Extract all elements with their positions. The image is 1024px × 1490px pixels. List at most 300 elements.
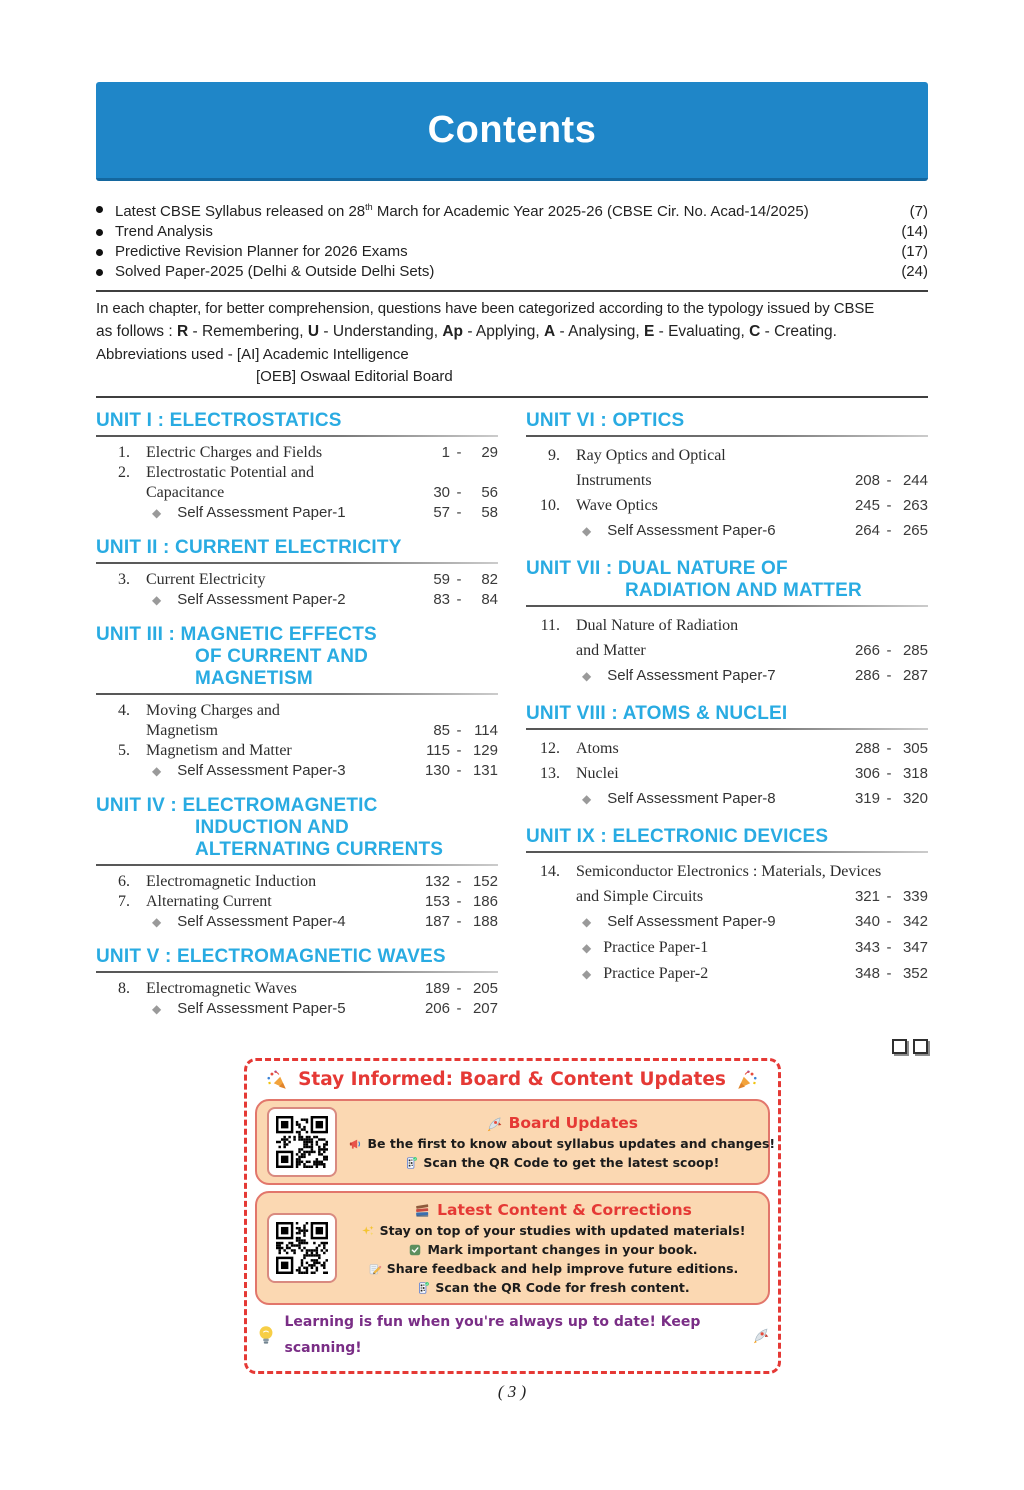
front-matter-text xyxy=(115,197,809,222)
page-end: 114 xyxy=(474,722,498,739)
front-matter-text xyxy=(115,262,434,282)
text-part: for fresh content. xyxy=(560,1280,690,1295)
page-start: 132 xyxy=(424,873,450,890)
chapter-number: 4. xyxy=(118,702,130,719)
diamond-bullet-icon: ◆ xyxy=(152,593,162,607)
diamond-bullet-icon: ◆ xyxy=(582,524,592,538)
typology-note xyxy=(96,298,928,388)
page-dash: - xyxy=(886,965,892,982)
page-start: 57 xyxy=(433,504,450,521)
unit-title-line: UNIT V : ELECTROMAGNETIC WAVES xyxy=(96,946,446,967)
page-start: 187 xyxy=(424,913,450,930)
chapter-number: 11. xyxy=(540,617,560,634)
chapter-row xyxy=(526,859,928,884)
page-dash: - xyxy=(886,642,892,659)
practice-paper-row xyxy=(526,961,928,987)
front-matter-page: (17) xyxy=(901,243,928,260)
card-line xyxy=(349,1221,758,1240)
chapter-row xyxy=(96,570,498,590)
page-range xyxy=(850,961,928,986)
chapter-row xyxy=(526,884,928,909)
page-end: 82 xyxy=(481,571,498,588)
page-range xyxy=(420,979,498,999)
unit-divider xyxy=(96,435,498,437)
front-matter-text xyxy=(115,222,213,242)
chapter-row xyxy=(96,979,498,999)
practice-paper-row xyxy=(526,935,928,961)
page-start: 264 xyxy=(854,522,880,539)
unit-divider xyxy=(96,562,498,564)
unit-title-line: UNIT IV : ELECTROMAGNETIC xyxy=(96,795,378,816)
self-assessment-row xyxy=(96,912,498,932)
unit-title xyxy=(96,537,498,559)
chapter-row xyxy=(96,483,498,503)
page-start: 286 xyxy=(854,667,880,684)
bullet-icon xyxy=(96,229,103,236)
page-start: 130 xyxy=(424,762,450,779)
chapter-number: 5. xyxy=(118,742,130,759)
page-end: 305 xyxy=(902,740,928,757)
chapter-row xyxy=(526,638,928,663)
unit-title-line: UNIT II : CURRENT ELECTRICITY xyxy=(96,537,402,558)
qr-phone-icon xyxy=(404,1156,418,1170)
page-end: 129 xyxy=(472,742,498,759)
unit-title xyxy=(96,946,498,968)
page-range xyxy=(420,503,498,523)
text-part: C xyxy=(749,323,761,340)
self-assessment-label: Self Assessment Paper-9 xyxy=(607,913,776,930)
chapter-title: Capacitance xyxy=(146,484,225,501)
chapter-title: Nuclei xyxy=(576,765,619,782)
chapter-number: 8. xyxy=(118,980,130,997)
text-part: A xyxy=(544,323,556,340)
page-range xyxy=(850,493,928,518)
unit-title-line: UNIT I : ELECTROSTATICS xyxy=(96,410,342,431)
unit-title xyxy=(526,826,928,848)
page-dash: - xyxy=(456,762,462,779)
page-start: 189 xyxy=(424,980,450,997)
unit-title-line: UNIT VI : OPTICS xyxy=(526,410,685,431)
page-range xyxy=(420,590,498,610)
page-dash: - xyxy=(886,765,892,782)
latest-content-card xyxy=(255,1191,770,1305)
page-range xyxy=(420,443,498,463)
diamond-bullet-icon: ◆ xyxy=(582,792,592,806)
front-matter-item xyxy=(96,242,928,262)
page-range xyxy=(850,935,928,960)
page-end: 285 xyxy=(902,642,928,659)
bullet-icon xyxy=(96,269,103,276)
updates-box-footer-text xyxy=(285,1309,744,1361)
page-start: 245 xyxy=(854,497,880,514)
page-start: 288 xyxy=(854,740,880,757)
page-end: 342 xyxy=(902,913,928,930)
sparkles-icon xyxy=(361,1224,375,1238)
page-dash: - xyxy=(456,980,462,997)
text-part: U xyxy=(307,323,320,340)
page-dash: - xyxy=(886,939,892,956)
rocket-icon xyxy=(752,1326,770,1344)
chapter-row xyxy=(96,721,498,741)
page-end: 84 xyxy=(481,591,498,608)
card-line-text xyxy=(368,1134,776,1153)
page-start: 115 xyxy=(426,742,450,759)
abbreviations-line-oeb: [OEB] Oswaal Editorial Board xyxy=(256,368,453,385)
card-body xyxy=(349,1199,758,1297)
front-matter-list xyxy=(96,197,928,282)
unit-title xyxy=(526,703,928,725)
end-marks xyxy=(96,1039,928,1054)
page-start: 83 xyxy=(433,591,450,608)
chapter-row xyxy=(526,493,928,518)
chapter-number: 2. xyxy=(118,464,130,481)
chapter-number: 12. xyxy=(540,740,560,757)
text-part: Solved Paper-2025 (Delhi & Outside Delhi Sets) xyxy=(115,263,435,280)
chapter-row xyxy=(526,613,928,638)
unit-title-line: ALTERNATING CURRENTS xyxy=(195,839,444,860)
bulb-icon xyxy=(255,1324,277,1346)
chapter-number: 13. xyxy=(540,765,560,782)
text-part: In each chapter, for better comprehension, questions have been categorized according to the typology issued by CBSE xyxy=(96,300,875,317)
page-end: 131 xyxy=(472,762,498,779)
page-end: 186 xyxy=(472,893,498,910)
chapter-title: Electric Charges and Fields xyxy=(146,444,323,461)
text-part: March for Academic Year 2025-26 (CBSE Cir. No. Acad-14/2025) xyxy=(372,203,809,220)
page-start: 321 xyxy=(854,888,880,905)
unit-title-line: UNIT VII : DUAL NATURE OF xyxy=(526,558,788,579)
page-end: 320 xyxy=(902,790,928,807)
chapter-title: Magnetism xyxy=(146,722,218,739)
front-matter-page: (14) xyxy=(901,223,928,240)
unit-divider xyxy=(526,851,928,853)
chapter-title: Magnetism and Matter xyxy=(146,742,292,759)
self-assessment-label: Self Assessment Paper-7 xyxy=(607,667,776,684)
page-range xyxy=(420,570,498,590)
card-title-text: Latest Content & Corrections xyxy=(437,1201,692,1219)
self-assessment-row xyxy=(96,761,498,781)
page-end: 265 xyxy=(902,522,928,539)
text-part: Learning is fun when you're always up to date! Keep scanning! xyxy=(284,1314,701,1356)
chapter-number: 14. xyxy=(540,863,560,880)
page-range xyxy=(850,663,928,688)
text-part: Ap xyxy=(442,323,464,340)
page-end: 287 xyxy=(902,667,928,684)
card-line xyxy=(349,1153,776,1172)
page-dash: - xyxy=(456,873,462,890)
page-start: 348 xyxy=(854,965,880,982)
page-start: 306 xyxy=(854,765,880,782)
unit-section xyxy=(526,558,928,689)
updates-box-footer xyxy=(255,1309,770,1361)
unit-title-line: RADIATION AND MATTER xyxy=(625,580,862,601)
page-dash: - xyxy=(456,504,462,521)
text-part: - Evaluating, xyxy=(654,323,750,340)
horizontal-divider xyxy=(96,396,928,398)
text-part: E xyxy=(643,323,655,340)
unit-divider xyxy=(96,864,498,866)
text-part: to get the latest scoop! xyxy=(548,1155,720,1170)
card-body xyxy=(349,1112,776,1172)
typology-line-2 xyxy=(96,320,928,344)
page-start: 153 xyxy=(424,893,450,910)
board-updates-card xyxy=(255,1099,776,1185)
chapter-title: Atoms xyxy=(576,740,619,757)
card-line-text xyxy=(427,1240,697,1259)
self-assessment-row xyxy=(526,518,928,544)
card-line-text xyxy=(387,1259,739,1278)
chapter-row xyxy=(526,443,928,468)
page-range xyxy=(420,892,498,912)
page-end: 352 xyxy=(902,965,928,982)
page-start: 208 xyxy=(854,472,880,489)
front-matter-page: (24) xyxy=(901,263,928,280)
front-matter-page: (7) xyxy=(909,203,928,220)
chapter-row xyxy=(96,872,498,892)
page-end: 58 xyxy=(481,504,498,521)
front-matter-item xyxy=(96,222,928,242)
chapter-title: Electromagnetic Waves xyxy=(146,980,297,997)
text-part: R xyxy=(176,323,189,340)
text-part: - Applying, xyxy=(463,323,545,340)
typology-line-1 xyxy=(96,298,928,320)
page-start: 340 xyxy=(854,913,880,930)
diamond-bullet-icon: ◆ xyxy=(152,506,162,520)
end-mark-square-icon xyxy=(892,1039,907,1054)
page-range xyxy=(420,912,498,932)
page-start: 206 xyxy=(424,1000,450,1017)
unit-section xyxy=(96,795,498,932)
card-line-text xyxy=(423,1153,719,1172)
unit-title xyxy=(96,410,498,432)
text-part: Be the first to know about syllabus updates and changes! xyxy=(367,1136,776,1151)
chapter-row xyxy=(96,741,498,761)
self-assessment-row xyxy=(526,909,928,935)
updates-box-title-text: Stay Informed: Board & Content Updates xyxy=(298,1069,726,1090)
chapter-title: Dual Nature of Radiation xyxy=(576,617,739,634)
chapter-title: and Simple Circuits xyxy=(576,888,704,905)
text-part: th xyxy=(365,202,373,212)
chapter-row xyxy=(96,463,498,483)
chapter-row xyxy=(96,701,498,721)
diamond-bullet-icon: ◆ xyxy=(582,915,592,929)
chapter-number: 3. xyxy=(118,571,130,588)
unit-title xyxy=(96,624,498,690)
page-end: 207 xyxy=(472,1000,498,1017)
chapter-title: Alternating Current xyxy=(146,893,272,910)
diamond-bullet-icon: ◆ xyxy=(152,915,162,929)
text-part: Mark important changes in your book. xyxy=(427,1242,698,1257)
title-banner xyxy=(96,82,928,181)
diamond-bullet-icon: ◆ xyxy=(582,941,592,955)
page-start: 1 xyxy=(441,444,450,461)
page-range xyxy=(850,518,928,543)
page-end: 152 xyxy=(472,873,498,890)
text-part: Stay on top of your studies with updated materials! xyxy=(379,1223,746,1238)
self-assessment-label: Self Assessment Paper-3 xyxy=(177,762,346,779)
page-start: 85 xyxy=(433,722,450,739)
self-assessment-label: Self Assessment Paper-2 xyxy=(177,591,346,608)
qr-phone-icon xyxy=(416,1281,430,1295)
self-assessment-row xyxy=(96,503,498,523)
chapter-number: 9. xyxy=(548,447,560,464)
updates-box-title xyxy=(255,1067,770,1093)
chapter-row xyxy=(526,761,928,786)
bullet-icon xyxy=(96,206,103,213)
unit-section xyxy=(96,537,498,610)
page-dash: - xyxy=(456,484,462,501)
page-end: 263 xyxy=(902,497,928,514)
page-end: 339 xyxy=(902,888,928,905)
unit-section xyxy=(96,624,498,781)
self-assessment-label: Self Assessment Paper-1 xyxy=(177,504,346,521)
text-part: Trend Analysis xyxy=(115,223,213,240)
unit-title-line: INDUCTION AND xyxy=(195,817,349,838)
page-dash: - xyxy=(456,1000,462,1017)
page-range xyxy=(420,872,498,892)
page-range xyxy=(850,884,928,909)
unit-divider xyxy=(526,435,928,437)
page-range xyxy=(850,736,928,761)
chapter-title: Moving Charges and xyxy=(146,702,280,719)
text-part: - Remembering, xyxy=(188,323,308,340)
self-assessment-label: Self Assessment Paper-5 xyxy=(177,1000,346,1017)
practice-paper-label: Practice Paper-2 xyxy=(603,965,709,982)
megaphone-icon xyxy=(349,1137,363,1151)
page-end: 318 xyxy=(902,765,928,782)
party-popper-icon xyxy=(266,1069,288,1091)
page-range xyxy=(850,638,928,663)
page-dash: - xyxy=(456,591,462,608)
unit-divider xyxy=(96,971,498,973)
diamond-bullet-icon: ◆ xyxy=(152,764,162,778)
page-dash: - xyxy=(456,571,462,588)
page-start: 59 xyxy=(433,571,450,588)
unit-title-line: UNIT VIII : ATOMS & NUCLEI xyxy=(526,703,788,724)
practice-paper-label: Practice Paper-1 xyxy=(603,939,709,956)
end-mark-square-icon xyxy=(913,1039,928,1054)
text-part: Predictive Revision Planner for 2026 Exams xyxy=(115,243,408,260)
page-dash: - xyxy=(886,522,892,539)
text-part: Latest CBSE Syllabus released on 28 xyxy=(115,203,366,220)
chapter-title: Wave Optics xyxy=(576,497,658,514)
chapter-row xyxy=(96,443,498,463)
unit-section xyxy=(526,703,928,812)
chapter-number: 6. xyxy=(118,873,130,890)
unit-title xyxy=(526,410,928,432)
self-assessment-row xyxy=(96,590,498,610)
unit-section xyxy=(96,410,498,523)
chapter-number: 10. xyxy=(540,497,560,514)
unit-title xyxy=(526,558,928,602)
page-end: 188 xyxy=(472,913,498,930)
self-assessment-label: Self Assessment Paper-6 xyxy=(607,522,776,539)
abbreviations-line-ai: Abbreviations used - [AI] Academic Intelligence xyxy=(96,346,409,363)
page-dash: - xyxy=(456,722,462,739)
page-dash: - xyxy=(886,667,892,684)
text-part: as follows : xyxy=(96,323,177,340)
rocket-icon xyxy=(486,1115,503,1132)
chapter-title: Current Electricity xyxy=(146,571,266,588)
self-assessment-label: Self Assessment Paper-8 xyxy=(607,790,776,807)
page-start: 343 xyxy=(854,939,880,956)
page-dash: - xyxy=(886,472,892,489)
unit-title xyxy=(96,795,498,861)
page-range xyxy=(850,786,928,811)
page-range xyxy=(420,761,498,781)
page-range xyxy=(850,761,928,786)
page-dash: - xyxy=(886,888,892,905)
unit-divider xyxy=(96,693,498,695)
toc-columns xyxy=(96,410,928,1033)
front-matter-item xyxy=(96,262,928,282)
page-title: Contents xyxy=(427,108,597,151)
page-end: 347 xyxy=(902,939,928,956)
chapter-row xyxy=(526,468,928,493)
page-dash: - xyxy=(456,742,462,759)
text-part: - Creating. xyxy=(760,323,837,340)
page-dash: - xyxy=(886,913,892,930)
horizontal-divider xyxy=(96,290,928,292)
text-part: - Understanding, xyxy=(319,323,443,340)
check-icon xyxy=(408,1243,422,1257)
page-range xyxy=(850,468,928,493)
page-dash: - xyxy=(886,790,892,807)
qr-code-board-updates xyxy=(267,1107,337,1177)
front-matter-text xyxy=(115,242,408,262)
self-assessment-row xyxy=(526,663,928,689)
unit-title-line: UNIT III : MAGNETIC EFFECTS xyxy=(96,624,377,645)
page-start: 266 xyxy=(854,642,880,659)
text-part: Share feedback and help improve future editions. xyxy=(386,1261,739,1276)
self-assessment-row xyxy=(526,786,928,812)
page-start: 30 xyxy=(433,484,450,501)
self-assessment-label: Self Assessment Paper-4 xyxy=(177,913,346,930)
card-line xyxy=(349,1278,758,1297)
chapter-number: 7. xyxy=(118,893,130,910)
card-title-text: Board Updates xyxy=(508,1114,639,1132)
front-matter-item xyxy=(96,197,928,222)
page-start: 319 xyxy=(854,790,880,807)
chapter-title: Ray Optics and Optical xyxy=(576,447,726,464)
unit-section xyxy=(526,826,928,987)
unit-section xyxy=(526,410,928,544)
chapter-row xyxy=(96,892,498,912)
diamond-bullet-icon: ◆ xyxy=(152,1002,162,1016)
card-line xyxy=(349,1240,758,1259)
page-dash: - xyxy=(456,893,462,910)
page-dash: - xyxy=(456,913,462,930)
card-line xyxy=(349,1259,758,1278)
unit-title-line: MAGNETISM xyxy=(195,668,313,689)
card-line-text xyxy=(380,1221,746,1240)
text-part: Scan the QR Code xyxy=(435,1280,561,1295)
text-part: - Analysing, xyxy=(555,323,644,340)
party-popper-icon xyxy=(736,1069,758,1091)
pencil-note-icon xyxy=(368,1262,382,1276)
diamond-bullet-icon: ◆ xyxy=(582,669,592,683)
page-dash: - xyxy=(886,740,892,757)
toc-column-right xyxy=(526,410,928,1033)
chapter-title: and Matter xyxy=(576,642,646,659)
bullet-icon xyxy=(96,249,103,256)
chapter-title: Electromagnetic Induction xyxy=(146,873,317,890)
page-range xyxy=(420,741,498,761)
unit-divider xyxy=(526,605,928,607)
books-icon xyxy=(414,1202,431,1219)
page-end: 205 xyxy=(472,980,498,997)
page-dash: - xyxy=(456,444,462,461)
unit-title-line: OF CURRENT AND xyxy=(195,646,369,667)
